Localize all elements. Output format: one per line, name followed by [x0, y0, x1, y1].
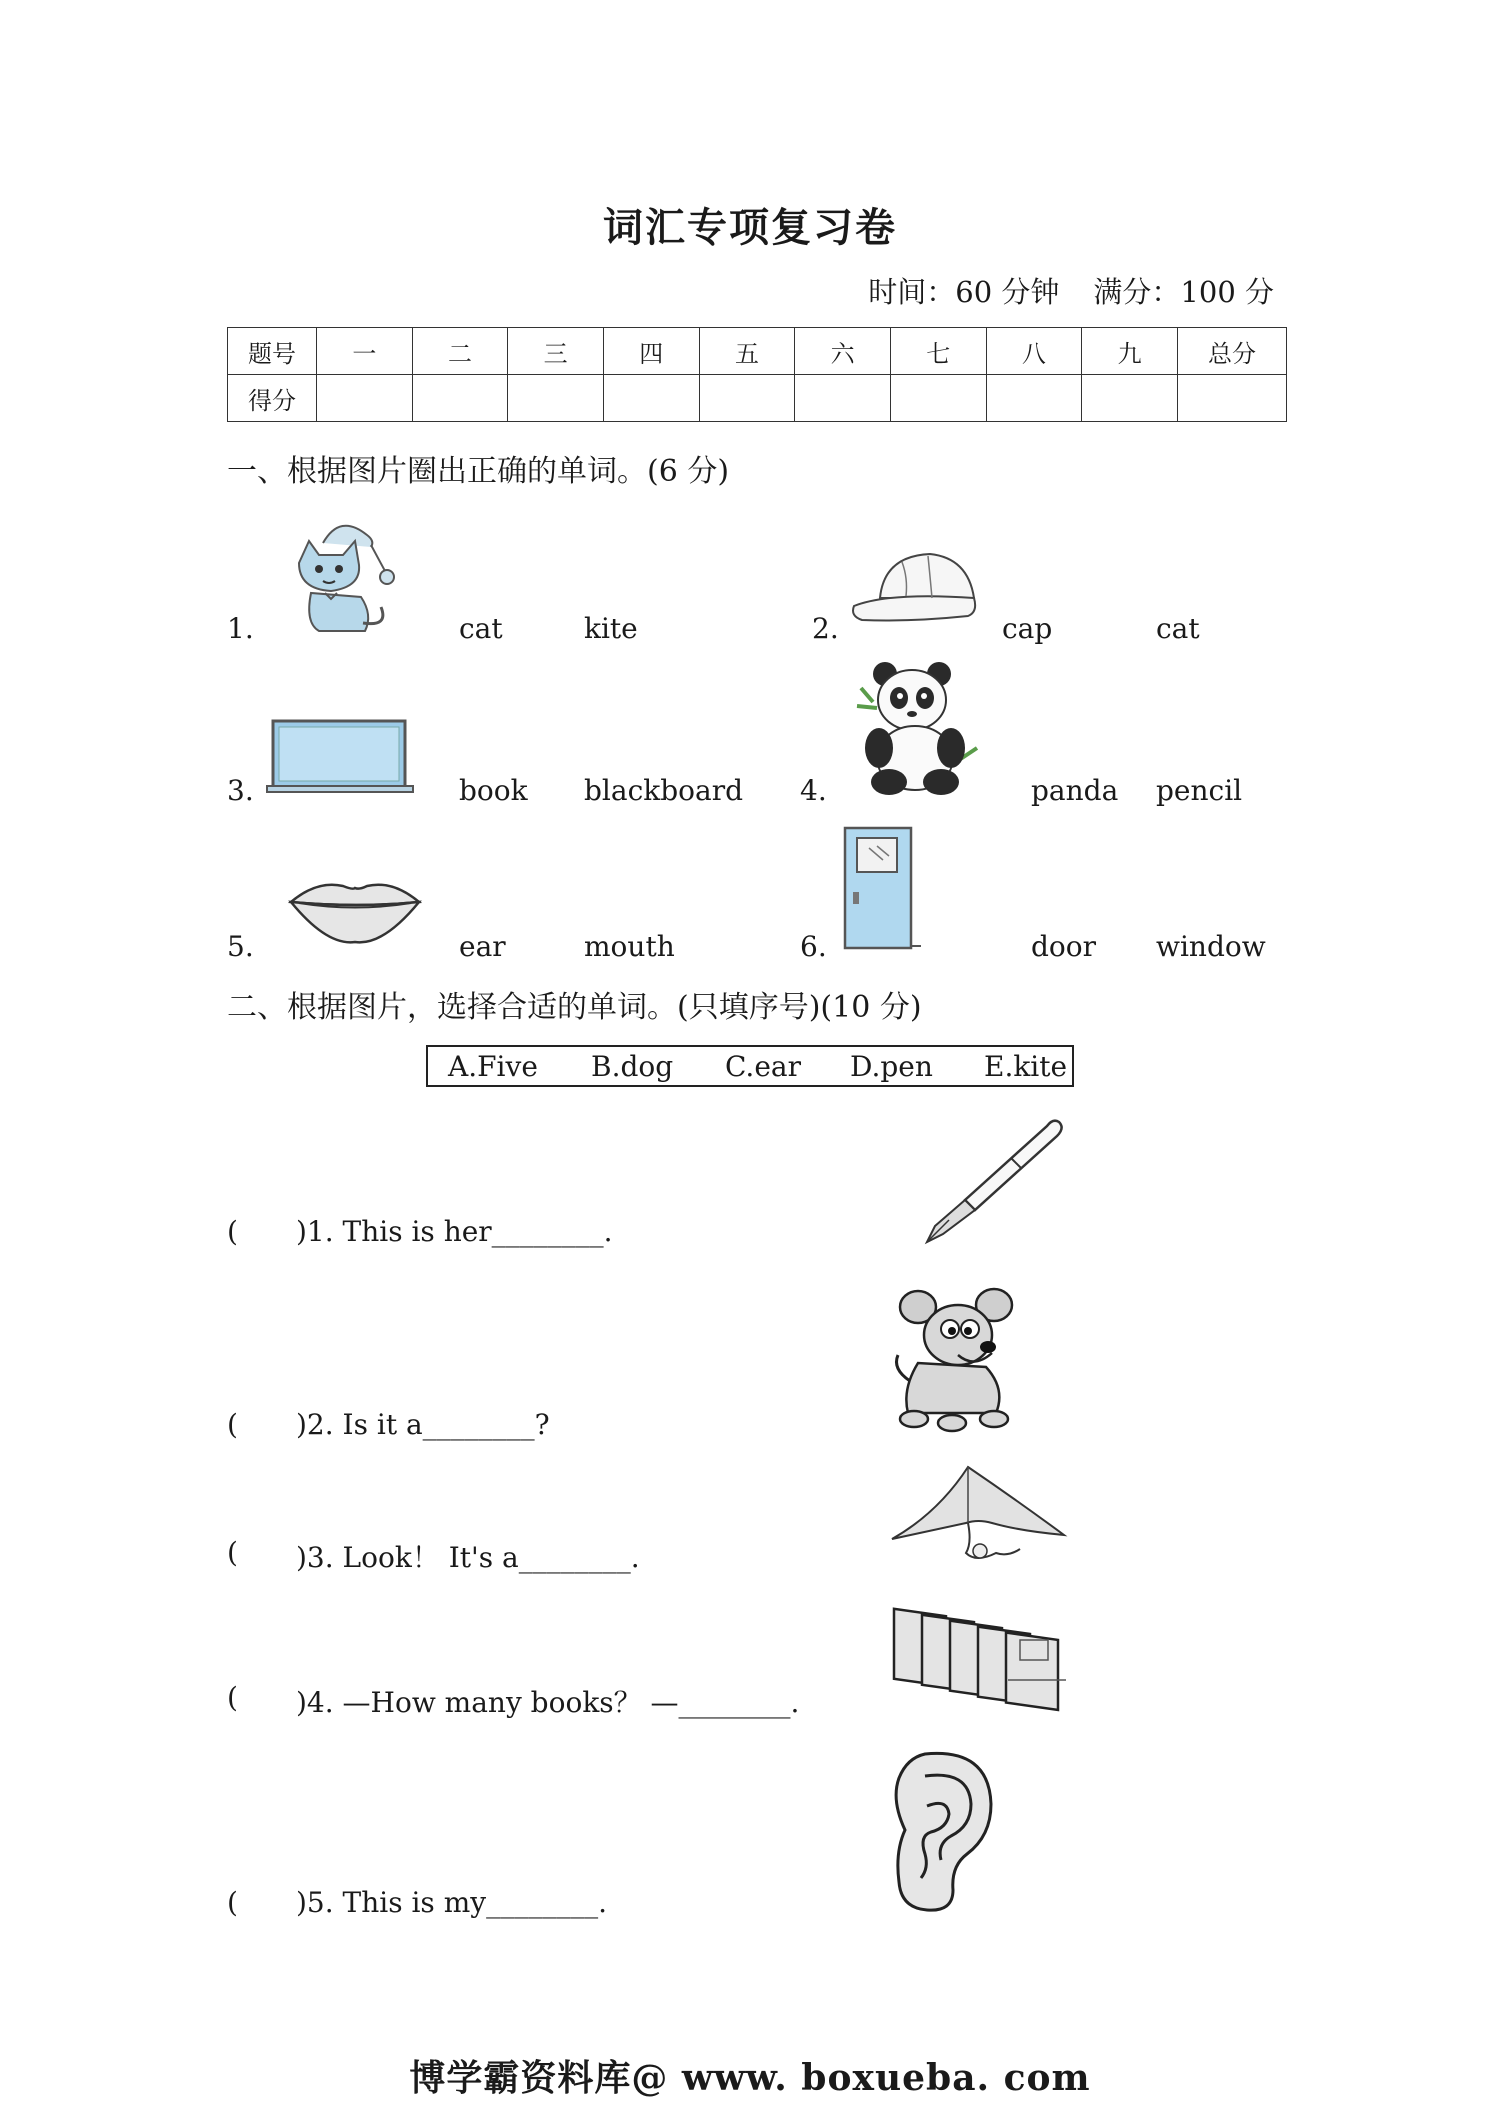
item-number: 5. — [227, 930, 254, 963]
item-number: 4. — [800, 774, 827, 807]
score-table-header: 二 — [412, 328, 508, 375]
score-cell[interactable] — [508, 375, 604, 422]
answer-paren[interactable]: ( — [227, 1408, 238, 1441]
question-text: )1. This is her________. — [296, 1215, 613, 1248]
score-cell[interactable] — [1082, 375, 1178, 422]
door-icon — [843, 826, 923, 952]
item-number: 6. — [800, 930, 827, 963]
options-box — [426, 1045, 1074, 1087]
score-cell[interactable] — [412, 375, 508, 422]
option-item: A.Five — [448, 1050, 538, 1083]
word-option[interactable]: kite — [584, 612, 638, 645]
score-table-score-row — [228, 375, 1287, 422]
score-table-header: 六 — [795, 328, 891, 375]
word-option[interactable]: cat — [1156, 612, 1200, 645]
word-option[interactable]: window — [1156, 930, 1266, 963]
word-option[interactable]: panda — [1031, 774, 1119, 807]
blackboard-icon — [265, 718, 415, 794]
answer-paren[interactable]: ( — [227, 1886, 238, 1919]
option-item: C.ear — [725, 1050, 801, 1083]
score-table-header: 总分 — [1178, 328, 1287, 375]
option-item: B.dog — [591, 1050, 674, 1083]
pen-icon — [915, 1118, 1065, 1244]
panda-icon — [855, 662, 980, 797]
section1-heading: 一、根据图片圈出正确的单词。(6 分) — [227, 454, 730, 489]
word-option[interactable]: door — [1031, 930, 1097, 963]
cap-icon — [850, 548, 985, 633]
option-item: E.kite — [984, 1050, 1068, 1083]
word-option[interactable]: cat — [459, 612, 503, 645]
score-table — [227, 327, 1287, 422]
score-table-header: 一 — [317, 328, 413, 375]
score-table-header: 三 — [508, 328, 604, 375]
question-text: )4. —How many books？ —________. — [296, 1686, 800, 1719]
word-option[interactable]: cap — [1002, 612, 1053, 645]
section2-heading: 二、根据图片，选择合适的单词。(只填序号)(10 分) — [227, 990, 922, 1025]
cat-icon — [285, 505, 400, 635]
footer-watermark: 博学霸资料库@ www. boxueba. com — [409, 2057, 1091, 2099]
ear-icon — [885, 1750, 995, 1914]
answer-paren[interactable]: ( — [227, 1681, 238, 1714]
item-number: 2. — [812, 612, 839, 645]
page-title: 词汇专项复习卷 — [603, 204, 897, 251]
item-number: 1. — [227, 612, 254, 645]
score-table-header: 五 — [699, 328, 795, 375]
word-option[interactable]: pencil — [1156, 774, 1243, 807]
score-table-header-row — [228, 328, 1287, 375]
score-cell[interactable] — [603, 375, 699, 422]
option-item: D.pen — [850, 1050, 933, 1083]
question-text: )3. Look！ It's a________. — [296, 1541, 640, 1574]
question-text: )5. This is my________. — [296, 1886, 607, 1919]
score-cell[interactable] — [317, 375, 413, 422]
mouth-icon — [287, 876, 423, 948]
word-option[interactable]: ear — [459, 930, 506, 963]
score-table-row-label: 得分 — [228, 375, 317, 422]
score-cell[interactable] — [699, 375, 795, 422]
word-option[interactable]: mouth — [584, 930, 675, 963]
answer-paren[interactable]: ( — [227, 1536, 238, 1569]
score-table-header: 七 — [890, 328, 986, 375]
score-cell[interactable] — [795, 375, 891, 422]
word-option[interactable]: book — [459, 774, 528, 807]
answer-paren[interactable]: ( — [227, 1215, 238, 1248]
time-limit: 时间：60 分钟 — [868, 275, 1060, 309]
word-option[interactable]: blackboard — [584, 774, 744, 807]
books-icon — [888, 1600, 1083, 1698]
score-table-row-label: 题号 — [228, 328, 317, 375]
score-table-header: 四 — [603, 328, 699, 375]
score-table-header: 九 — [1082, 328, 1178, 375]
score-table-header: 八 — [986, 328, 1082, 375]
dog-icon — [888, 1285, 1023, 1433]
kite-icon — [888, 1463, 1068, 1569]
score-cell[interactable] — [986, 375, 1082, 422]
time-info — [834, 270, 1274, 311]
item-number: 3. — [227, 774, 254, 807]
question-text: )2. Is it a________? — [296, 1408, 550, 1441]
score-cell[interactable] — [890, 375, 986, 422]
score-cell[interactable] — [1178, 375, 1287, 422]
full-score: 满分：100 分 — [1093, 275, 1274, 309]
